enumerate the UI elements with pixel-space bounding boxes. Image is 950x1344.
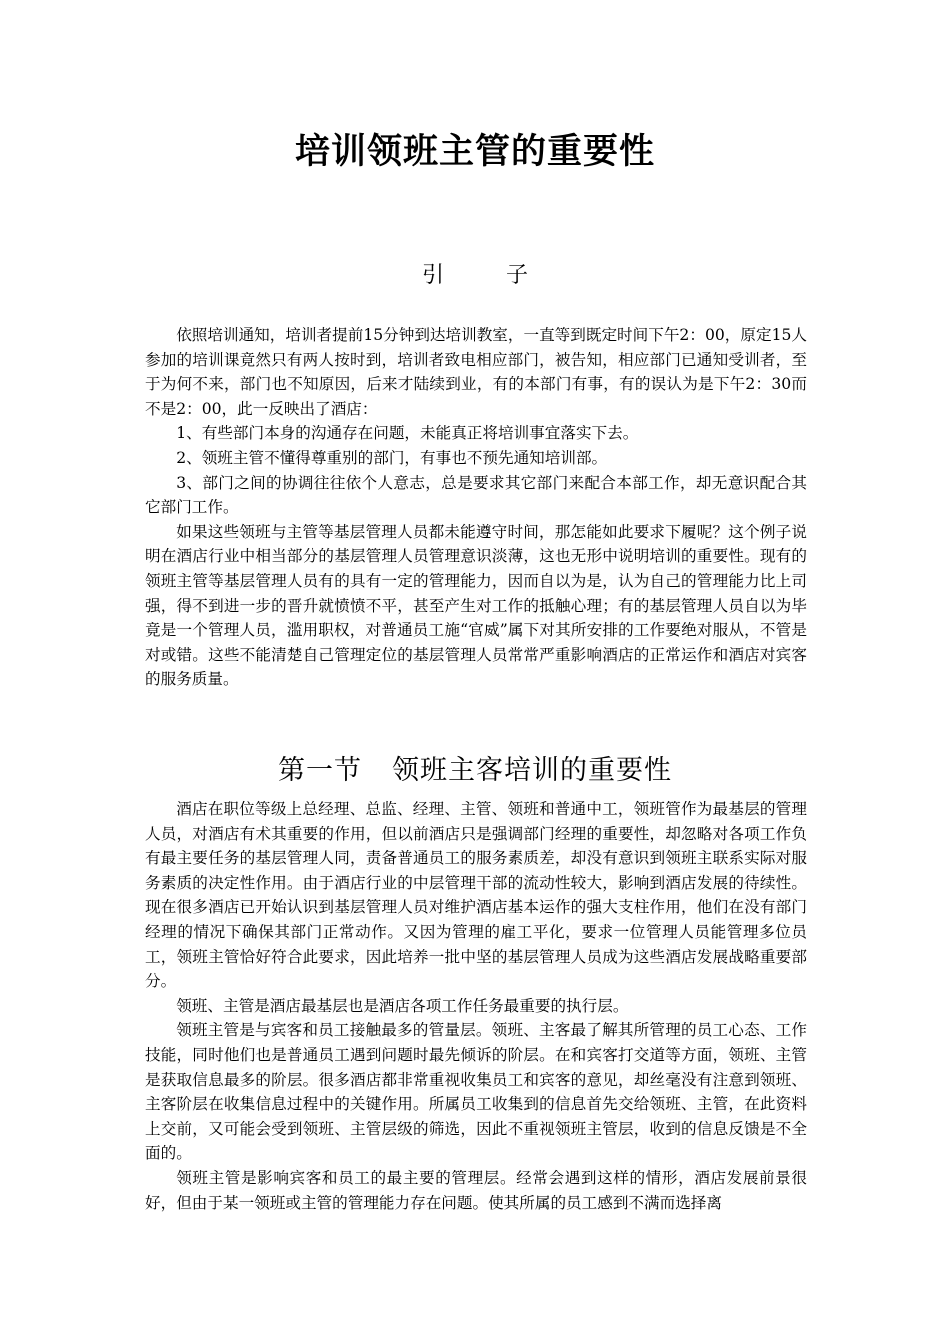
intro-heading-left: 引 [421,263,444,288]
intro-list-item: 1、有些部门本身的沟通存在问题，未能真正将培训事宜落实下去。 [176,424,639,443]
section-paragraph: 领班主管是影响宾客和员工的最主要的管理层。经常会遇到这样的情形，酒店发展前景很好，但由于某一领班或主管的管理能力存在问题。使其所属的员工感到不满而选择离 [145,1168,807,1212]
intro-list-item: 3、部门之间的协调往往依个人意志，总是要求其它部门来配合本部工作，却无意识配合其它部门工作。 [145,473,807,517]
intro-list-item: 2、领班主管不懂得尊重别的部门，有事也不预先通知培训部。 [176,448,608,467]
intro-paragraph: 如果这些领班与主管等基层管理人员都未能遵守时间，那怎能如此要求下履呢？这个例子说明在酒店行业中相当部分的基层管理人员管理意识淡薄，这也无形中说明培训的重要性。现有的领班主管等基层管理人员有的具有一定的管理能力，因而自以为是，认为自己的管理能力比上司强，得不到进一步的晋升就愤愤不平，甚至产生对工作的抵触心理；有的基层管理人员自以为毕竟是一个管理人员，滥用职权，对普通员工施“官威”属下对其所安排的工作要绝对服从，不管是对或错。这些不能清楚自己管理定位的基层管理人员常常严重影响酒店的正常运作和酒店对宾客的服务质量。 [145,522,807,689]
section-paragraph: 领班主管是与宾客和员工接触最多的管量层。领班、主客最了解其所管理的员工心态、工作技能，同时他们也是普通员工遇到问题时最先倾诉的阶层。在和宾客打交道等方面，领班、主管是获取信息最多的阶层。很多酒店都非常重视收集员工和宾客的意见，却丝毫没有注意到领班、主客阶层在收集信息过程中的关键作用。所属员工收集到的信息首先交给领班、主管，在此资料上交前，又可能会受到领班、主管层级的筛选，因此不重视领班主管层，收到的信息反馈是不全面的。 [145,1021,807,1163]
section-paragraph: 酒店在职位等级上总经理、总监、经理、主管、领班和普通中工，领班管作为最基层的管理人员，对酒店有术其重要的作用，但以前酒店只是强调部门经理的重要性，却忽略对各项工作负有最主要任务的基层管理人同，责备普通员工的服务素质差，却没有意识到领班主联系实际对服务素质的决定性作用。由于酒店行业的中层管理干部的流动性较大，影响到酒店发展的待续性。现在很多酒店已开始认识到基层管理人员对维护酒店基本运作的强大支柱作用，他们在没有部门经理的情况下确保其部门正常动作。又因为管理的雇工平化，要求一位管理人员能管理多位员工，领班主管恰好符合此要求，因此培养一批中坚的基层管理人员成为这些酒店发展战略重要部分。 [145,800,807,991]
section-number: 第一节 [278,755,362,786]
section-body [145,797,807,1215]
section-paragraph: 领班、主管是酒店最基层也是酒店各项工作任务最重要的执行层。 [176,996,629,1015]
section-title: 领班主客培训的重要性 [392,755,672,786]
intro-heading [0,262,950,290]
intro-paragraph: 依照培训通知，培训者提前15分钟到达培训教室，一直等到既定时间下午2：00，原定15人参加的培训课竟然只有两人按时到，培训者致电相应部门，被告知，相应部门已通知受训者，至于为何不来，部门也不知原因，后来才陆续到业，有的本部门有事，有的误认为是下午2：30而不是2：00，此一反映出了酒店： [145,326,808,418]
document-title: 培训领班主管的重要性 [294,132,655,172]
section-heading [0,754,950,788]
intro-body [145,323,807,692]
intro-heading-right: 子 [506,263,529,288]
